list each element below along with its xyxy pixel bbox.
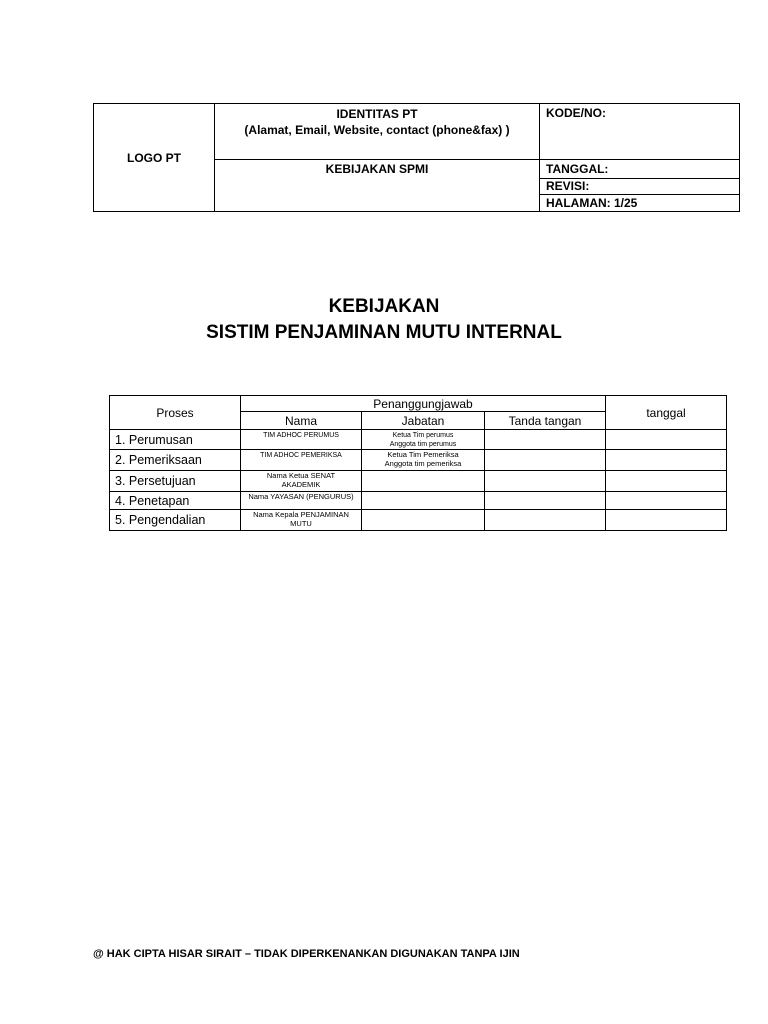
logo-placeholder: LOGO PT <box>94 104 215 212</box>
signature-cell <box>485 471 606 492</box>
signature-cell <box>485 430 606 450</box>
name-cell: Nama Kepala PENJAMINAN MUTU <box>241 510 362 531</box>
tanggal-field: TANGGAL: <box>540 160 740 179</box>
process-cell: 3. Persetujuan <box>110 471 241 492</box>
position-cell: Ketua Tim perumus Anggota tim perumus <box>362 430 485 450</box>
process-cell: 2. Pemeriksaan <box>110 450 241 471</box>
title-line-1: KEBIJAKAN <box>328 296 440 317</box>
halaman-field: HALAMAN: 1/25 <box>546 196 638 210</box>
date-cell <box>606 430 727 450</box>
col-header-jabatan: Jabatan <box>362 412 485 430</box>
date-cell <box>606 510 727 531</box>
date-cell <box>606 450 727 471</box>
copyright-footer: @ HAK CIPTA HISAR SIRAIT – TIDAK DIPERKENANKAN DIGUNAKAN TANPA IJIN <box>93 948 520 960</box>
process-cell: 1. Perumusan <box>110 430 241 450</box>
col-header-penanggungjawab: Penanggungjawab <box>241 396 606 412</box>
position-cell: Ketua Tim Pemeriksa Anggota tim pemeriksa <box>362 450 485 471</box>
name-cell: Nama YAYASAN (PENGURUS) <box>241 492 362 510</box>
kode-field: KODE/NO: <box>540 104 740 160</box>
signature-cell <box>485 510 606 531</box>
name-cell: TIM ADHOC PERUMUS <box>241 430 362 450</box>
table-row <box>110 510 727 531</box>
revision-page-cell <box>540 179 740 212</box>
document-title <box>0 294 768 346</box>
table-row <box>110 430 727 450</box>
identity-title: IDENTITAS PT <box>336 107 418 121</box>
col-header-nama: Nama <box>241 412 362 430</box>
table-row <box>110 471 727 492</box>
col-header-tanggal: tanggal <box>606 396 727 430</box>
policy-name: KEBIJAKAN SPMI <box>215 160 540 212</box>
position-cell <box>362 510 485 531</box>
name-cell: TIM ADHOC PEMERIKSA <box>241 450 362 471</box>
position-cell <box>362 471 485 492</box>
date-cell <box>606 471 727 492</box>
date-cell <box>606 492 727 510</box>
process-cell: 4. Penetapan <box>110 492 241 510</box>
table-row <box>110 492 727 510</box>
name-cell: Nama Ketua SENAT AKADEMIK <box>241 471 362 492</box>
col-header-tanda-tangan: Tanda tangan <box>485 412 606 430</box>
process-cell: 5. Pengendalian <box>110 510 241 531</box>
table-row <box>110 450 727 471</box>
identity-subtitle: (Alamat, Email, Website, contact (phone&fax) ) <box>244 123 510 137</box>
signature-cell <box>485 492 606 510</box>
col-header-proses: Proses <box>110 396 241 430</box>
signature-cell <box>485 450 606 471</box>
institution-identity <box>215 104 540 160</box>
approval-table <box>109 395 727 531</box>
revisi-field: REVISI: <box>540 179 739 195</box>
document-header-table <box>93 103 740 212</box>
position-cell <box>362 492 485 510</box>
title-line-2: SISTIM PENJAMINAN MUTU INTERNAL <box>206 322 562 343</box>
